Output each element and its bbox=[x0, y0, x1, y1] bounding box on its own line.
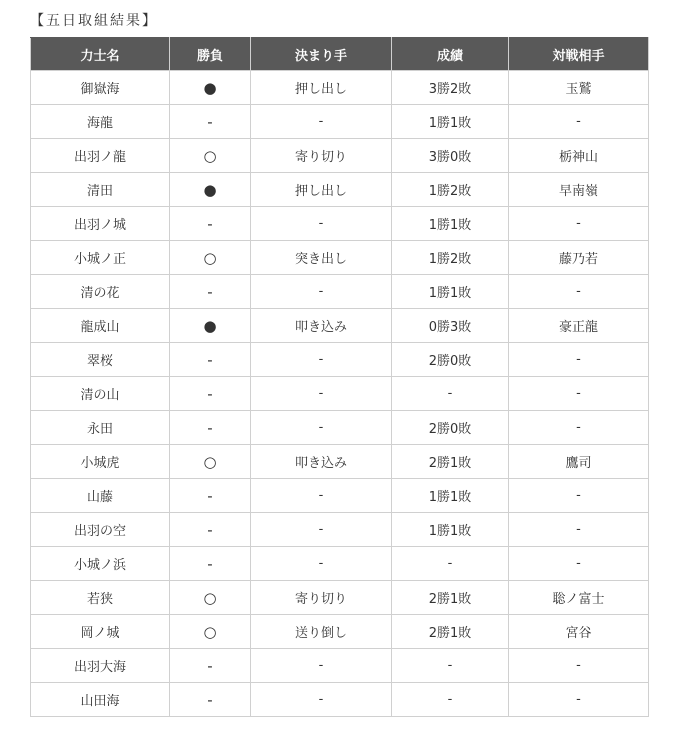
kimarite-cell: 叩き込み bbox=[251, 445, 392, 479]
kimarite-cell: - bbox=[251, 207, 392, 241]
kimarite-cell: 寄り切り bbox=[251, 139, 392, 173]
table-row bbox=[31, 649, 649, 683]
kimarite-cell: - bbox=[251, 343, 392, 377]
wrestler-name-cell: 翠桜 bbox=[31, 343, 170, 377]
table-row bbox=[31, 479, 649, 513]
kimarite-cell: - bbox=[251, 683, 392, 717]
header-wrestler-name: 力士名 bbox=[31, 38, 170, 71]
record-cell: - bbox=[392, 683, 509, 717]
header-opponent: 対戦相手 bbox=[509, 38, 649, 71]
header-result: 勝負 bbox=[170, 38, 251, 71]
kimarite-cell: 送り倒し bbox=[251, 615, 392, 649]
wrestler-name-cell: 小城虎 bbox=[31, 445, 170, 479]
result-cell: ○ bbox=[170, 139, 251, 173]
wrestler-name-cell: 清の花 bbox=[31, 275, 170, 309]
wrestler-name-cell: 清田 bbox=[31, 173, 170, 207]
record-cell: 1勝2敗 bbox=[392, 173, 509, 207]
record-cell: 1勝1敗 bbox=[392, 275, 509, 309]
record-cell: 1勝1敗 bbox=[392, 207, 509, 241]
result-cell: - bbox=[170, 343, 251, 377]
table-row bbox=[31, 615, 649, 649]
section-title: 【五日取組結果】 bbox=[30, 13, 158, 29]
kimarite-cell: - bbox=[251, 649, 392, 683]
kimarite-cell: - bbox=[251, 479, 392, 513]
table-row bbox=[31, 275, 649, 309]
opponent-cell: - bbox=[509, 547, 649, 581]
wrestler-name-cell: 山田海 bbox=[31, 683, 170, 717]
table-row bbox=[31, 513, 649, 547]
opponent-cell: - bbox=[509, 207, 649, 241]
wrestler-name-cell: 出羽ノ龍 bbox=[31, 139, 170, 173]
wrestler-name-cell: 出羽大海 bbox=[31, 649, 170, 683]
table-row bbox=[31, 241, 649, 275]
opponent-cell: - bbox=[509, 411, 649, 445]
wrestler-name-cell: 海龍 bbox=[31, 105, 170, 139]
record-cell: 2勝1敗 bbox=[392, 615, 509, 649]
result-cell: ○ bbox=[170, 581, 251, 615]
record-cell: 2勝1敗 bbox=[392, 445, 509, 479]
wrestler-name-cell: 清の山 bbox=[31, 377, 170, 411]
kimarite-cell: - bbox=[251, 275, 392, 309]
result-cell: ● bbox=[170, 173, 251, 207]
table-row bbox=[31, 71, 649, 105]
kimarite-cell: - bbox=[251, 105, 392, 139]
result-cell: ○ bbox=[170, 615, 251, 649]
result-cell: ○ bbox=[170, 445, 251, 479]
header-record: 成績 bbox=[392, 38, 509, 71]
table-row bbox=[31, 105, 649, 139]
kimarite-cell: - bbox=[251, 547, 392, 581]
wrestler-name-cell: 若狭 bbox=[31, 581, 170, 615]
record-cell: 1勝2敗 bbox=[392, 241, 509, 275]
result-cell: - bbox=[170, 207, 251, 241]
result-cell: - bbox=[170, 377, 251, 411]
table-row bbox=[31, 445, 649, 479]
table-row bbox=[31, 411, 649, 445]
table-body bbox=[31, 71, 649, 717]
table-row bbox=[31, 173, 649, 207]
result-cell: - bbox=[170, 683, 251, 717]
header-row bbox=[31, 38, 649, 71]
result-cell: ● bbox=[170, 309, 251, 343]
kimarite-cell: 叩き込み bbox=[251, 309, 392, 343]
opponent-cell: 玉鷲 bbox=[509, 71, 649, 105]
kimarite-cell: 突き出し bbox=[251, 241, 392, 275]
table-row bbox=[31, 343, 649, 377]
record-cell: 2勝0敗 bbox=[392, 411, 509, 445]
result-cell: ● bbox=[170, 71, 251, 105]
result-cell: - bbox=[170, 479, 251, 513]
record-cell: - bbox=[392, 377, 509, 411]
wrestler-name-cell: 小城ノ浜 bbox=[31, 547, 170, 581]
table-row bbox=[31, 547, 649, 581]
kimarite-cell: - bbox=[251, 513, 392, 547]
opponent-cell: 栃神山 bbox=[509, 139, 649, 173]
opponent-cell: - bbox=[509, 377, 649, 411]
record-cell: 1勝1敗 bbox=[392, 479, 509, 513]
opponent-cell: - bbox=[509, 683, 649, 717]
results-table bbox=[30, 37, 649, 717]
opponent-cell: 早南嶺 bbox=[509, 173, 649, 207]
result-cell: - bbox=[170, 649, 251, 683]
wrestler-name-cell: 岡ノ城 bbox=[31, 615, 170, 649]
result-cell: - bbox=[170, 513, 251, 547]
opponent-cell: 豪正龍 bbox=[509, 309, 649, 343]
table-row bbox=[31, 139, 649, 173]
record-cell: - bbox=[392, 547, 509, 581]
result-cell: - bbox=[170, 547, 251, 581]
opponent-cell: - bbox=[509, 275, 649, 309]
record-cell: 3勝0敗 bbox=[392, 139, 509, 173]
opponent-cell: - bbox=[509, 649, 649, 683]
record-cell: 1勝1敗 bbox=[392, 513, 509, 547]
opponent-cell: - bbox=[509, 513, 649, 547]
opponent-cell: - bbox=[509, 479, 649, 513]
opponent-cell: - bbox=[509, 343, 649, 377]
record-cell: 2勝1敗 bbox=[392, 581, 509, 615]
opponent-cell: 聡ノ富士 bbox=[509, 581, 649, 615]
kimarite-cell: - bbox=[251, 411, 392, 445]
record-cell: 1勝1敗 bbox=[392, 105, 509, 139]
result-cell: ○ bbox=[170, 241, 251, 275]
result-cell: - bbox=[170, 105, 251, 139]
wrestler-name-cell: 山藤 bbox=[31, 479, 170, 513]
kimarite-cell: 寄り切り bbox=[251, 581, 392, 615]
opponent-cell: - bbox=[509, 105, 649, 139]
table-row bbox=[31, 683, 649, 717]
opponent-cell: 宮谷 bbox=[509, 615, 649, 649]
record-cell: - bbox=[392, 649, 509, 683]
wrestler-name-cell: 龍成山 bbox=[31, 309, 170, 343]
wrestler-name-cell: 永田 bbox=[31, 411, 170, 445]
record-cell: 2勝0敗 bbox=[392, 343, 509, 377]
opponent-cell: 鷹司 bbox=[509, 445, 649, 479]
record-cell: 3勝2敗 bbox=[392, 71, 509, 105]
table-row bbox=[31, 309, 649, 343]
wrestler-name-cell: 出羽ノ城 bbox=[31, 207, 170, 241]
wrestler-name-cell: 小城ノ正 bbox=[31, 241, 170, 275]
table-row bbox=[31, 207, 649, 241]
table-row bbox=[31, 377, 649, 411]
result-cell: - bbox=[170, 411, 251, 445]
wrestler-name-cell: 御嶽海 bbox=[31, 71, 170, 105]
record-cell: 0勝3敗 bbox=[392, 309, 509, 343]
opponent-cell: 藤乃若 bbox=[509, 241, 649, 275]
header-kimarite: 決まり手 bbox=[251, 38, 392, 71]
result-cell: - bbox=[170, 275, 251, 309]
table-header bbox=[31, 38, 649, 71]
wrestler-name-cell: 出羽の空 bbox=[31, 513, 170, 547]
table-row bbox=[31, 581, 649, 615]
kimarite-cell: 押し出し bbox=[251, 71, 392, 105]
kimarite-cell: - bbox=[251, 377, 392, 411]
kimarite-cell: 押し出し bbox=[251, 173, 392, 207]
